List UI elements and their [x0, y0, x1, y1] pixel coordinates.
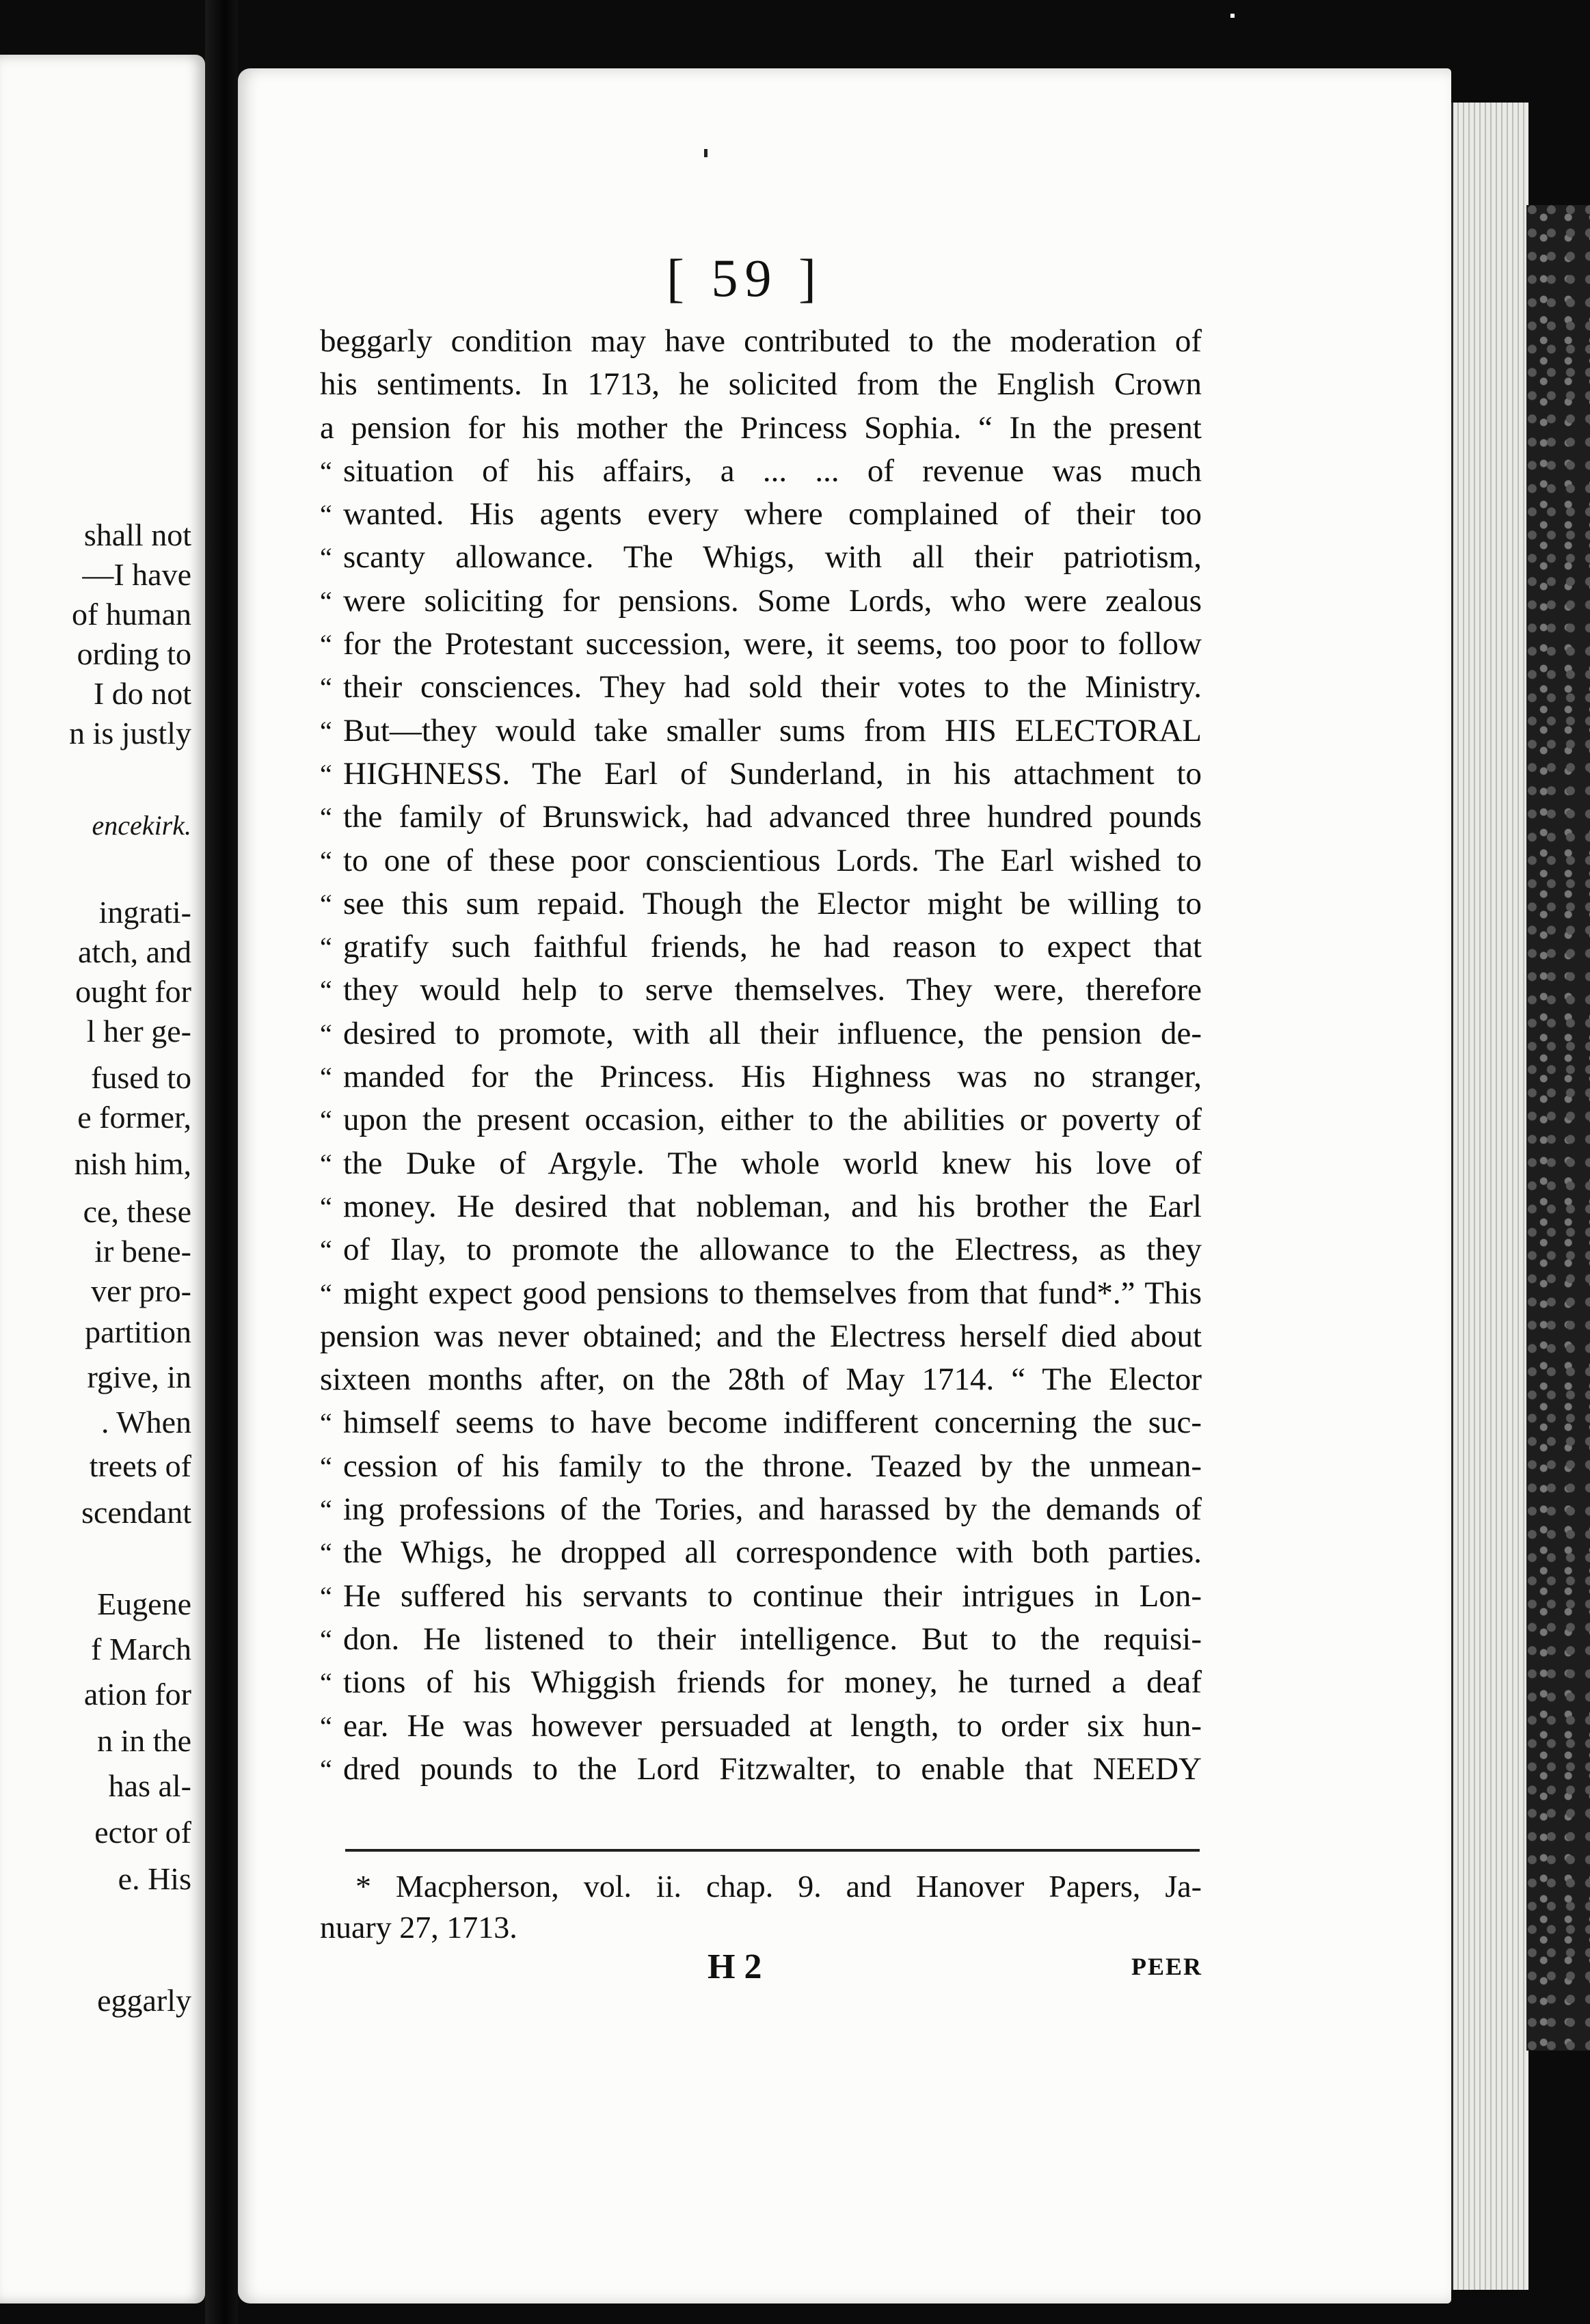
quote-mark: “: [320, 845, 332, 876]
facing-page-line: e former,: [77, 1100, 191, 1135]
facing-page-line: encekirk.: [92, 810, 191, 841]
text-line: [320, 1661, 1202, 1704]
ink-speck: [704, 149, 708, 157]
line-text: dred pounds to the Lord Fitzwalter, to enable that NEEDY: [343, 1751, 1202, 1787]
facing-page-line: ce, these: [83, 1194, 191, 1229]
quote-mark: “: [320, 715, 332, 746]
facing-page-line: ation for: [83, 1677, 191, 1712]
line-text: beggarly condition may have contributed to the moderation of: [320, 323, 1202, 359]
text-line: [320, 1401, 1202, 1444]
line-text: don. He listened to their intelligence. But to the requisi-: [343, 1621, 1202, 1657]
line-text: scanty allowance. The Whigs, with all their patriotism,: [343, 539, 1202, 576]
quote-mark: “: [320, 672, 332, 703]
text-line: [320, 1272, 1202, 1315]
text-line: [320, 839, 1202, 882]
facing-page-line: atch, and: [77, 934, 191, 969]
facing-page-line: scendant: [81, 1495, 191, 1530]
footnote-text: * Macpherson, vol. ii. chap. 9. and Hanover Papers, Ja-: [355, 1869, 1202, 1904]
text-line: [320, 536, 1202, 579]
facing-page-line: of human: [71, 597, 191, 632]
text-line: [320, 580, 1202, 623]
text-line: [320, 1012, 1202, 1055]
quote-mark: “: [320, 629, 332, 660]
quote-mark: “: [320, 1537, 332, 1569]
quote-mark: “: [320, 1234, 332, 1266]
facing-page-line: eggarly: [97, 1983, 191, 2018]
text-line: [320, 1358, 1202, 1401]
line-text: ear. He was however persuaded at length, to order six hun-: [343, 1707, 1202, 1744]
facing-page-line: shall not: [83, 517, 191, 552]
text-line: [320, 796, 1202, 839]
footnote-rule: [345, 1849, 1200, 1852]
facing-page-line: rgive, in: [87, 1360, 191, 1394]
text-line: [320, 1315, 1202, 1358]
quote-mark: “: [320, 802, 332, 833]
quote-mark: “: [320, 1623, 332, 1655]
book-gutter: [205, 0, 238, 2324]
quote-mark: “: [320, 1191, 332, 1222]
quote-mark: “: [320, 1450, 332, 1482]
line-text: desired to promote, with all their influence, the pension de-: [343, 1015, 1202, 1051]
facing-page-line: has al-: [108, 1768, 191, 1803]
quote-mark: “: [320, 1278, 332, 1309]
facing-page-line: n in the: [97, 1723, 191, 1758]
text-line: [320, 1445, 1202, 1488]
quote-mark: “: [320, 1148, 332, 1179]
quote-mark: “: [320, 585, 332, 617]
text-line: [320, 882, 1202, 925]
quote-mark: “: [320, 542, 332, 573]
text-line: [320, 1531, 1202, 1574]
text-line: [320, 320, 1202, 363]
line-text: money. He desired that nobleman, and his brother the Earl: [343, 1188, 1202, 1224]
catchword: PEER: [1131, 1953, 1203, 1980]
facing-page-line: ought for: [75, 974, 191, 1009]
line-text: sixteen months after, on the 28th of May 1714. “ The Elector: [320, 1362, 1202, 1398]
facing-page-line: ingrati-: [98, 895, 191, 930]
text-line: [320, 925, 1202, 969]
line-text: cession of his family to the throne. Teazed by the unmean-: [343, 1448, 1202, 1484]
line-text: their consciences. They had sold their votes to the Ministry.: [343, 669, 1202, 705]
quote-mark: “: [320, 888, 332, 919]
footnote-line: [320, 1866, 1202, 1907]
facing-page-line: ector of: [94, 1815, 191, 1850]
text-line: [320, 407, 1202, 450]
facing-page-line: —I have: [82, 557, 191, 592]
marbled-cover: [1526, 205, 1590, 2051]
quote-mark: “: [320, 932, 332, 963]
line-text: for the Protestant succession, were, it seems, too poor to follow: [343, 626, 1202, 662]
quote-mark: “: [320, 455, 332, 487]
facing-page-line: . When: [100, 1405, 191, 1440]
text-line: [320, 450, 1202, 493]
line-text: situation of his affairs, a ... ... of revenue was much: [343, 452, 1202, 489]
text-line: [320, 1055, 1202, 1098]
footnote: [320, 1866, 1202, 1948]
facing-page: [0, 55, 205, 2303]
line-text: a pension for his mother the Princess Sophia. “ In the present: [320, 409, 1202, 446]
quote-mark: “: [320, 1753, 332, 1785]
quote-mark: “: [320, 758, 332, 789]
body-text: [320, 320, 1202, 1791]
line-text: the family of Brunswick, had advanced three hundred pounds: [343, 799, 1202, 835]
text-line: [320, 493, 1202, 536]
text-line: [320, 1228, 1202, 1271]
text-line: [320, 1488, 1202, 1531]
facing-page-line: e. His: [118, 1861, 191, 1896]
line-text: tions of his Whiggish friends for money, he turned a deaf: [343, 1664, 1202, 1701]
facing-page-line: treets of: [89, 1448, 191, 1483]
quote-mark: “: [320, 1105, 332, 1136]
facing-page-line: n is justly: [69, 716, 191, 751]
line-text: gratify such faithful friends, he had reason to expect that: [343, 929, 1202, 965]
quote-mark: “: [320, 1580, 332, 1612]
text-line: [320, 1185, 1202, 1228]
line-text: He suffered his servants to continue their intrigues in Lon-: [343, 1578, 1202, 1614]
line-text: to one of these poor conscientious Lords. The Earl wished to: [343, 842, 1202, 878]
text-line: [320, 1705, 1202, 1748]
facing-page-line: Eugene: [97, 1586, 191, 1621]
text-line: [320, 710, 1202, 753]
page-edges: [1451, 103, 1528, 2290]
facing-page-line: fused to: [91, 1060, 191, 1095]
line-text: pension was never obtained; and the Electress herself died about: [320, 1318, 1202, 1354]
quote-mark: “: [320, 1494, 332, 1526]
facing-page-line: ver pro-: [91, 1273, 191, 1308]
text-line: [320, 969, 1202, 1012]
text-line: [320, 1575, 1202, 1618]
text-line: [320, 623, 1202, 666]
quote-mark: “: [320, 975, 332, 1006]
facing-page-line: nish him,: [74, 1146, 191, 1181]
text-line: [320, 1748, 1202, 1791]
line-text: his sentiments. In 1713, he solicited from the English Crown: [320, 366, 1202, 403]
line-text: HIGHNESS. The Earl of Sunderland, in his attachment to: [343, 755, 1202, 792]
line-text: But—they would take smaller sums from HIS ELECTORAL: [343, 712, 1202, 748]
text-line: [320, 1618, 1202, 1661]
quote-mark: “: [320, 1407, 332, 1439]
quote-mark: “: [320, 1667, 332, 1699]
line-text: see this sum repaid. Though the Elector might be willing to: [343, 885, 1202, 921]
ink-speck: [1230, 14, 1235, 18]
facing-page-line: f March: [91, 1632, 191, 1666]
text-line: [320, 363, 1202, 406]
facing-page-line: l her ge-: [86, 1014, 191, 1049]
quote-mark: “: [320, 1710, 332, 1742]
line-text: wanted. His agents every where complained of their too: [343, 496, 1202, 532]
line-text: were soliciting for pensions. Some Lords, who were zealous: [343, 582, 1202, 619]
text-line: [320, 1098, 1202, 1141]
quote-mark: “: [320, 1018, 332, 1049]
facing-page-line: partition: [85, 1314, 191, 1349]
footnote-text: nuary 27, 1713.: [320, 1910, 517, 1945]
signature-mark: H 2: [708, 1947, 762, 1986]
facing-page-line: I do not: [93, 676, 191, 711]
page-number: [ 59 ]: [666, 248, 823, 308]
quote-mark: “: [320, 499, 332, 530]
line-text: might expect good pensions to themselves from that fund*.” This: [343, 1275, 1202, 1311]
line-text: the Duke of Argyle. The whole world knew his love of: [343, 1145, 1202, 1181]
line-text: manded for the Princess. His Highness was no stranger,: [343, 1059, 1202, 1095]
line-text: the Whigs, he dropped all correspondence with both parties.: [343, 1535, 1202, 1571]
facing-page-line: ir bene-: [94, 1234, 191, 1269]
text-line: [320, 1142, 1202, 1185]
quote-mark: “: [320, 1062, 332, 1093]
line-text: they would help to serve themselves. They were, therefore: [343, 972, 1202, 1008]
line-text: upon the present occasion, either to the abilities or poverty of: [343, 1102, 1202, 1138]
facing-page-line: ording to: [77, 636, 191, 671]
line-text: of Ilay, to promote the allowance to the Electress, as they: [343, 1232, 1202, 1268]
text-line: [320, 666, 1202, 709]
line-text: himself seems to have become indifferent concerning the suc-: [343, 1405, 1202, 1441]
line-text: ing professions of the Tories, and harassed by the demands of: [343, 1491, 1202, 1528]
footnote-line: [320, 1907, 1202, 1948]
text-line: [320, 753, 1202, 796]
